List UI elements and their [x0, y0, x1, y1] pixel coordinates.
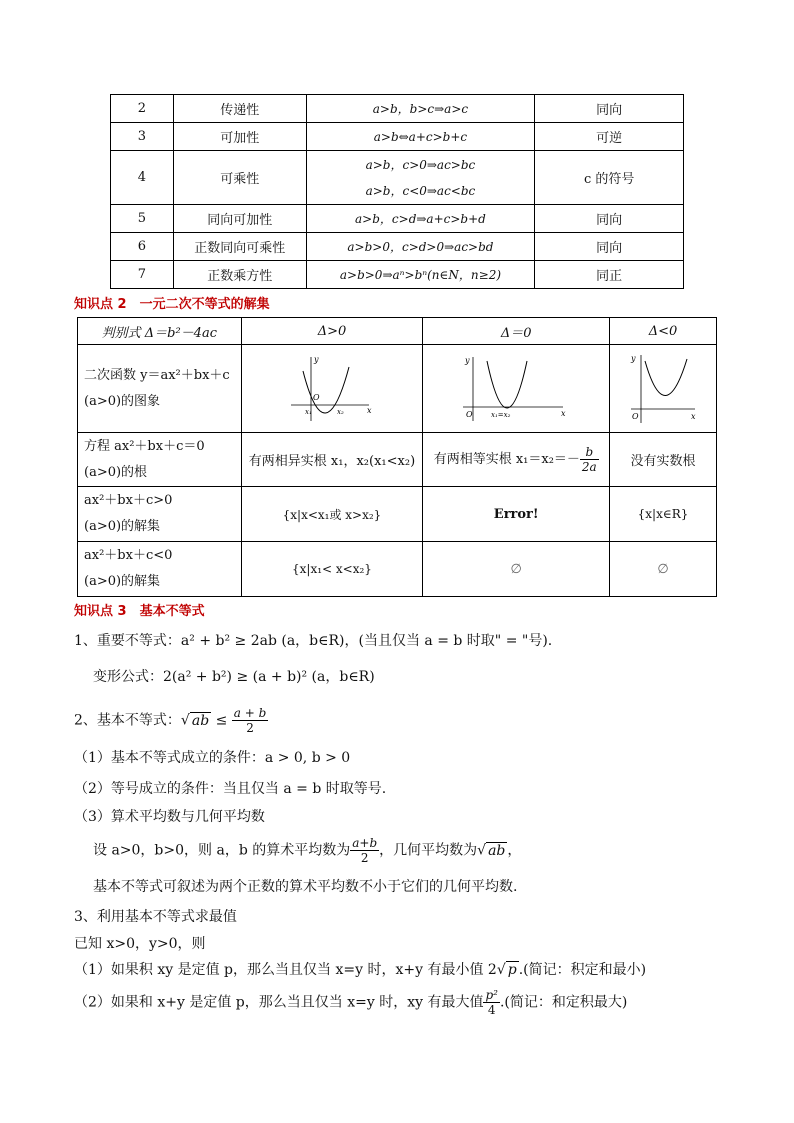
- le-symbol: ≤: [211, 712, 232, 729]
- numerator: b: [580, 445, 599, 460]
- section-heading: 知识点 3 基本不等式: [74, 604, 205, 619]
- graph-cell: [610, 345, 717, 433]
- denominator: 4: [487, 1003, 496, 1017]
- quadratic-table: [77, 317, 717, 597]
- numerator: a+b: [352, 836, 378, 850]
- product-text: （1）如果积 xy 是定值 p，那么当且仅当 x=y 时，x+y 有最小值 2: [74, 962, 497, 978]
- denominator: 2: [360, 851, 369, 865]
- property-note: c 的符号: [535, 151, 684, 205]
- property-name: 传递性: [173, 95, 306, 123]
- fraction: [350, 836, 379, 865]
- table-row: [111, 233, 684, 261]
- x2-label: x₂: [336, 407, 344, 416]
- property-note: 同向: [535, 205, 684, 233]
- fraction: [580, 445, 599, 474]
- sqrt-symbol: √: [180, 712, 190, 729]
- sum-fixed-line: [74, 988, 627, 1017]
- means-statement: 基本不等式可叙述为两个正数的算术平均数不小于它们的几何平均数.: [93, 879, 518, 895]
- row-number: 2: [111, 95, 174, 123]
- sqrt-content: p: [507, 962, 517, 978]
- x-label: x: [561, 408, 566, 418]
- table-header-row: [78, 318, 717, 345]
- means-heading: （3）算术平均数与几何平均数: [74, 809, 265, 825]
- solution-lt-positive: {x|x₁< x<x₂}: [241, 542, 423, 597]
- numerator: a + b: [233, 706, 267, 720]
- label-line: (a>0)的解集: [84, 519, 161, 534]
- property-note: 同正: [535, 261, 684, 289]
- roots-zero-text: 有两相等实根 x₁＝x₂＝－: [433, 452, 580, 467]
- parabola-two-roots-graph: [287, 353, 377, 425]
- fraction: [232, 706, 269, 735]
- equality-line: （2）等号成立的条件：当且仅当 a = b 时取等号.: [74, 781, 387, 797]
- graph-cell: [241, 345, 423, 433]
- label-line: (a>0)的解集: [84, 574, 161, 589]
- row-label: [78, 542, 242, 597]
- table-row: [111, 95, 684, 123]
- numerator: p²: [485, 988, 498, 1002]
- variant-formula: 变形公式：2(a² + b²) ≥ (a + b)² (a，b∈R): [93, 669, 375, 685]
- y-label: y: [465, 355, 470, 365]
- properties-table: [110, 94, 684, 289]
- property-name: 正数乘方性: [173, 261, 306, 289]
- origin-label: O: [466, 409, 473, 419]
- given-line: 已知 x>0，y>0，则: [74, 936, 206, 952]
- denominator: 2: [246, 721, 254, 735]
- parabola-curve: [487, 361, 527, 408]
- row-number: 4: [111, 151, 174, 205]
- means-text: 设 a>0，b>0，则 a，b 的算术平均数为: [93, 842, 351, 859]
- means-text: ，几何平均数为: [379, 842, 478, 859]
- row-number: 7: [111, 261, 174, 289]
- parabola-curve: [645, 359, 687, 396]
- table-row: [78, 433, 717, 487]
- label-line: 二次函数 y＝ax²＋bx＋c: [84, 367, 230, 383]
- sqrt-content: ab: [488, 842, 506, 859]
- formula-line: a>b，c>0⇒ac>bc: [365, 157, 476, 172]
- basic-inequality-label: 2、基本不等式：: [74, 712, 181, 729]
- row-label: [78, 345, 242, 433]
- x-label: x: [691, 411, 696, 421]
- product-text: .(简记：积定和最小): [518, 962, 647, 978]
- sum-text: （2）如果和 x+y 是定值 p，那么当且仅当 x=y 时，xy 有最大值: [74, 994, 484, 1011]
- section-heading: 知识点 2 一元二次不等式的解集: [74, 297, 270, 312]
- basic-inequality: [74, 706, 268, 735]
- property-formula: a>b，b>c⇒a>c: [306, 95, 535, 123]
- property-formula: a>b>0⇒aⁿ>bⁿ(n∈N，n≥2): [306, 261, 535, 289]
- header-negative: Δ<0: [610, 318, 717, 345]
- header-discriminant: 判别式 Δ＝b²－4ac: [78, 318, 242, 345]
- solution-lt-zero: ∅: [423, 542, 610, 597]
- property-note: 同向: [535, 95, 684, 123]
- property-formula: [306, 151, 535, 205]
- row-label: [78, 487, 242, 542]
- product-fixed-line: [74, 959, 646, 979]
- table-row: [78, 487, 717, 542]
- row-number: 3: [111, 123, 174, 151]
- table-row: [111, 151, 684, 205]
- property-note: 同向: [535, 233, 684, 261]
- means-definition: [93, 836, 521, 865]
- property-formula: a>b，c>d⇒a+c>b+d: [306, 205, 535, 233]
- formula-line: a>b，c<0⇒ac<bc: [365, 183, 476, 198]
- means-text: ，: [507, 842, 522, 859]
- roots-zero: [423, 433, 610, 487]
- extremum-heading: 3、利用基本不等式求最值: [74, 909, 237, 925]
- property-name: 可加性: [173, 123, 306, 151]
- solution-gt-negative: {x|x∈R}: [610, 487, 717, 542]
- table-row: [111, 205, 684, 233]
- sqrt-symbol: √: [496, 962, 506, 978]
- table-row: [111, 123, 684, 151]
- label-line: ax²＋bx＋c<0: [84, 548, 173, 563]
- label-line: (a>0)的图象: [84, 393, 161, 409]
- parabola-one-root-graph: [461, 353, 571, 425]
- solution-gt-positive: {x|x<x₁或 x>x₂}: [241, 487, 423, 542]
- solution-lt-negative: ∅: [610, 542, 717, 597]
- roots-positive: 有两相异实根 x₁，x₂(x₁<x₂): [241, 433, 423, 487]
- parabola-no-root-graph: [627, 353, 699, 425]
- sqrt-content: ab: [191, 712, 210, 729]
- table-row: [111, 261, 684, 289]
- solution-gt-zero: Error!: [423, 487, 610, 542]
- parabola-curve: [303, 367, 349, 413]
- sum-text: .(简记：和定积最大): [499, 994, 628, 1011]
- x-label: x: [366, 405, 372, 415]
- origin-label: O: [312, 392, 320, 402]
- property-formula: a>b>0，c>d>0⇒ac>bd: [306, 233, 535, 261]
- sqrt-symbol: √: [477, 842, 487, 859]
- property-name: 正数同向可乘性: [173, 233, 306, 261]
- property-note: 可逆: [535, 123, 684, 151]
- denominator: 2a: [581, 460, 597, 474]
- label-line: 方程 ax²＋bx＋c＝0: [84, 438, 205, 454]
- row-label: [78, 433, 242, 487]
- fraction: [483, 988, 500, 1017]
- header-zero: Δ＝0: [423, 318, 610, 345]
- label-line: (a>0)的根: [84, 464, 148, 480]
- label-line: ax²＋bx＋c>0: [84, 493, 173, 508]
- roots-negative: 没有实数根: [610, 433, 717, 487]
- graph-cell: [423, 345, 610, 433]
- important-inequality: 1、重要不等式：a² + b² ≥ 2ab (a，b∈R)，(当且仅当 a = b 时取" = "号).: [74, 633, 553, 649]
- origin-label: O: [632, 411, 639, 421]
- condition-line: （1）基本不等式成立的条件：a > 0, b > 0: [74, 750, 351, 766]
- header-positive: Δ>0: [241, 318, 423, 345]
- property-formula: a>b⇔a+c>b+c: [306, 123, 535, 151]
- table-row: [78, 345, 717, 433]
- row-number: 5: [111, 205, 174, 233]
- y-label: y: [631, 353, 636, 363]
- y-label: y: [313, 354, 319, 364]
- x12-label: x₁=x₂: [491, 410, 511, 419]
- x1-label: x₁: [304, 407, 312, 416]
- property-name: 同向可加性: [173, 205, 306, 233]
- row-number: 6: [111, 233, 174, 261]
- table-row: [78, 542, 717, 597]
- property-name: 可乘性: [173, 151, 306, 205]
